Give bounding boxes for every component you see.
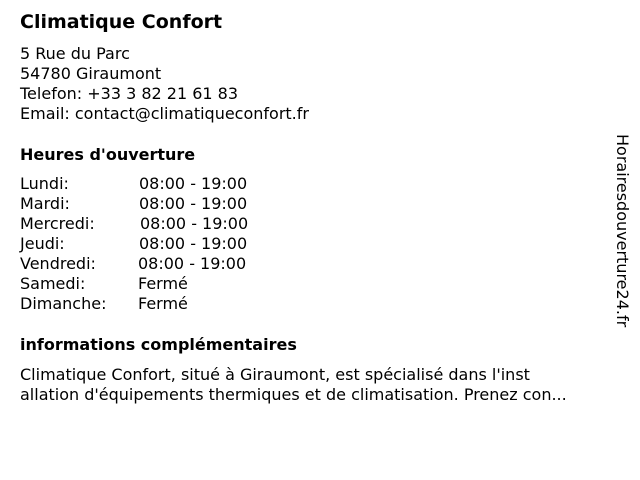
opening-hours-heading: Heures d'ouverture <box>20 145 196 164</box>
email-address[interactable]: Email: contact@climatiqueconfort.fr <box>20 104 309 123</box>
time-value: 08:00 - 19:00 <box>139 174 248 193</box>
day-label: Vendredi: <box>20 254 96 273</box>
additional-info-heading: informations complémentaires <box>20 335 297 354</box>
additional-info-text <box>20 365 620 405</box>
day-label: Mardi: <box>20 194 70 213</box>
day-label: Dimanche: <box>20 294 107 313</box>
address-city: 54780 Giraumont <box>20 64 162 83</box>
time-value: Fermé <box>138 294 188 313</box>
phone-number[interactable]: Telefon: +33 3 82 21 61 83 <box>20 84 239 103</box>
business-name: Climatique Confort <box>20 11 223 33</box>
time-value: 08:00 - 19:00 <box>139 234 248 253</box>
time-value: 08:00 - 19:00 <box>138 254 247 273</box>
business-address-block <box>20 44 309 124</box>
day-label: Jeudi: <box>20 234 65 253</box>
site-watermark: Horairesdouverture24.fr <box>613 134 632 328</box>
time-value: 08:00 - 19:00 <box>139 194 248 213</box>
info-line-1: Climatique Confort, situé à Giraumont, est spécialisé dans l'inst <box>20 365 530 384</box>
time-value: 08:00 - 19:00 <box>140 214 249 233</box>
day-label: Mercredi: <box>20 214 95 233</box>
day-label: Lundi: <box>20 174 69 193</box>
day-label: Samedi: <box>20 274 86 293</box>
info-line-2: allation d'équipements thermiques et de climatisation. Prenez con... <box>20 385 567 404</box>
address-street: 5 Rue du Parc <box>20 44 130 63</box>
time-value: Fermé <box>138 274 188 293</box>
